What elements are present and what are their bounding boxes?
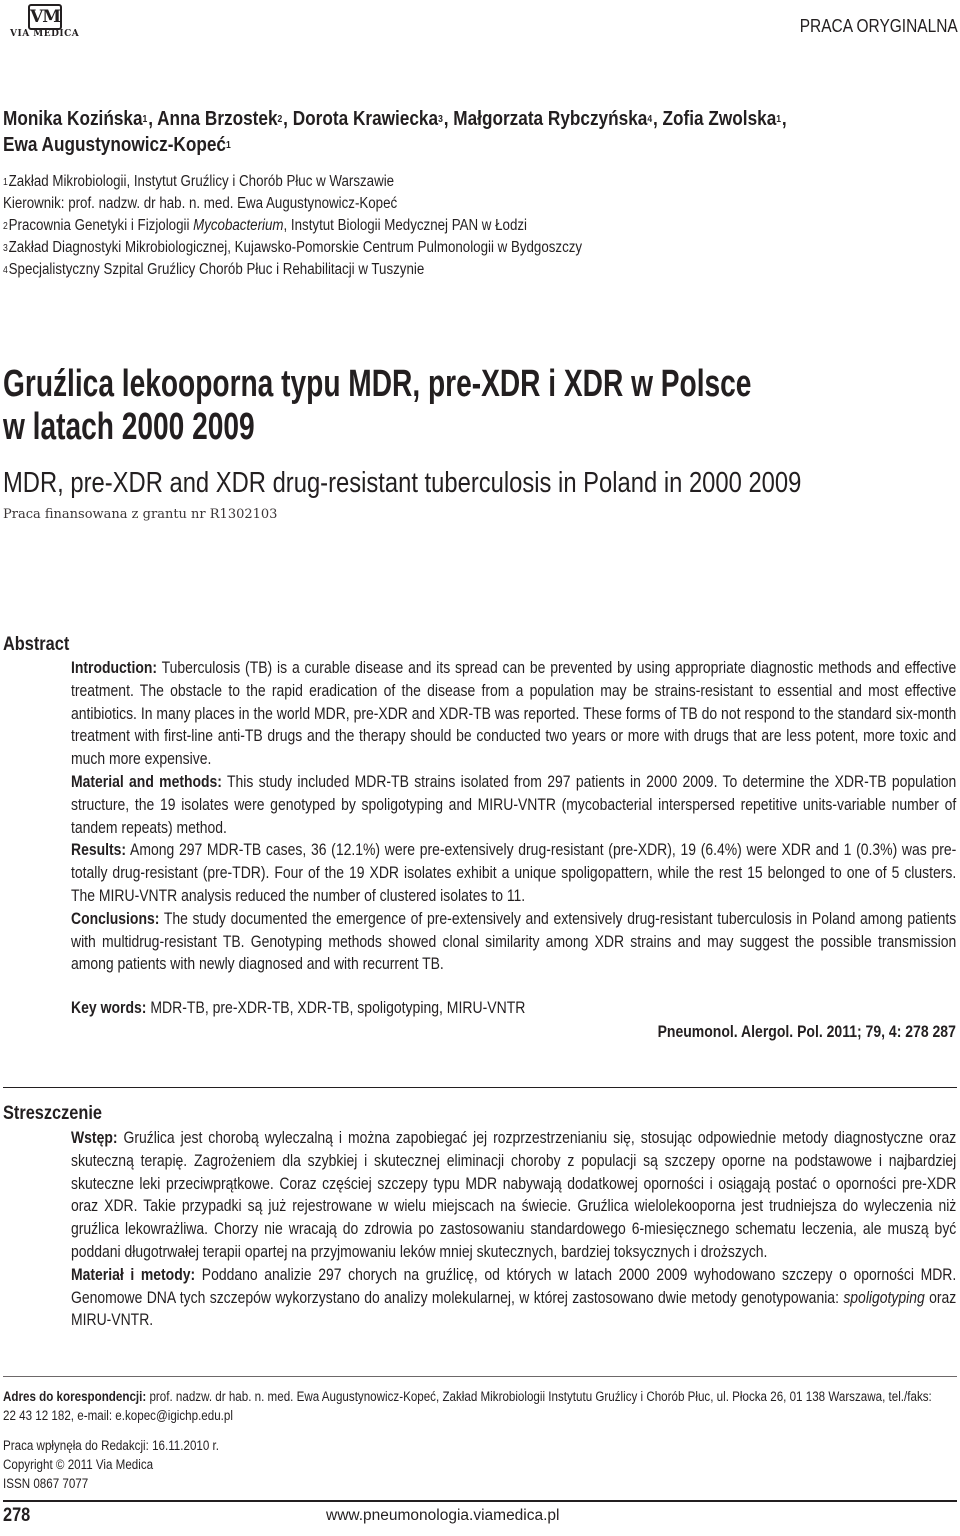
affiliation: $^2$Pracownia Genetyki i Fizjologii Mycobacterium, Instytut Biologii Medycznej PAN w Łodzi — [3, 217, 528, 234]
publisher-logo — [6, 4, 82, 38]
footer-divider — [3, 1500, 957, 1502]
streszczenie-wstep: Wstęp: Gruźlica jest chorobą wyleczalną i można zapobiegać jej rozprzestrzenianiu się, stosując odpowiednie metody diagnostyczne oraz skuteczną terapię. Zagrożeniem dla szybkiej i skutecznej eliminacji choroby z populacji są szczepy oporne na podstawowe i najbardziej skuteczne leki przeciwprątkowe. Coraz częściej szczepy typu MDR nabywają dodatkowej oporności i osiągają postać o oporności pre-XDR oraz XDR. Takie przypadki są już rejestrowane w wielu miejscach na świecie. Gruźlica wielolekooporna jest trudniejsza do wyleczenia niż gruźlica lekowrażliwa. Chorzy nie wracają do zdrowia po zastosowaniu standardowego 6-miesięcznego schematu leczenia, ale muszą być poddani długotrwałej terapii opartej na przyjmowaniu leków mniej skutecznych, bardziej toksycznych i droższych. — [71, 1129, 957, 1261]
author-list — [3, 106, 787, 158]
abstract-methods: Material and methods: This study included MDR-TB strains isolated from 297 patients in 2000 2009. To determine the XDR-TB population structure, the 19 isolates were genotyped by spoligotyping and MIRU-VNTR (mycobacterial interspersed repetitive units-variable number of tandem repeats) method. — [71, 772, 957, 837]
affiliation: $^3$Zakład Diagnostyki Mikrobiologicznej, Kujawsko-Pomorskie Centrum Pulmonologii w Bydgoszczy — [3, 239, 583, 256]
author: Anna Brzostek$^2$ — [157, 108, 283, 130]
abstract-body — [71, 657, 956, 976]
streszczenie-metody: Materiał i metody: Poddano analizie 297 chorych na gruźlicę, od których w latach 2000 2009 wyhodowano szczepy o oporności MDR. Genomowe DNA tych szczepów wykorzystano do analizy molekularnej, w której zastosowano dwie metody genotypowania: spoligotyping oraz MIRU-VNTR. — [71, 1265, 957, 1330]
page-number: 278 — [3, 1505, 31, 1526]
streszczenie-body — [71, 1127, 956, 1332]
copyright-note: Copyright © 2011 Via Medica — [3, 1457, 154, 1472]
abstract-heading: Abstract — [3, 634, 70, 655]
article-title-en: MDR, pre-XDR and XDR drug-resistant tuberculosis in Poland in 2000 2009 — [3, 467, 802, 499]
author: Monika Kozińska$^1$ — [3, 108, 148, 130]
author: Ewa Augustynowicz-Kopeć$^1$ — [3, 134, 231, 156]
logo-mark: VM — [28, 4, 62, 30]
affiliation: $^4$Specjalistyczny Szpital Gruźlicy Chorób Płuc i Rehabilitacji w Tuszynie — [3, 261, 425, 278]
article-title-pl: Gruźlica lekooporna typu MDR, pre-XDR i XDR w Polsce w latach 2000 2009 — [3, 363, 752, 448]
abstract-conclusions: Conclusions: The study documented the emergence of pre-extensively and extensively drug-resistant tuberculosis in Poland among patients with multidrug-resistant TB. Genotyping methods showed clonal similarity among XDR strains and may suggest the possible transmission among patients with newly diagnosed and with recurrent TB. — [71, 909, 957, 974]
journal-citation: Pneumonol. Alergol. Pol. 2011; 79, 4: 278 287 — [657, 1023, 956, 1041]
section-divider — [3, 1087, 957, 1088]
author-line-2 — [3, 132, 787, 158]
correspondence-address: Adres do korespondencji: prof. nadzw. dr hab. n. med. Ewa Augustynowicz-Kopeć, Zakład Mikrobiologii Instytutu Gruźlicy i Chorób Płuc, ul. Płocka 26, 01 138 Warszawa, tel./faks: 22 43 12 182, e-mail: e.kopec@igichp.edu.pl — [3, 1389, 932, 1423]
abstract-introduction: Introduction: Tuberculosis (TB) is a curable disease and its spread can be prevented by using appropriate diagnostic methods and effective treatment. The obstacle to the rapid eradication of the disease from a population may be strains-resistant to essential and most effective antibiotics. In many places in the world MDR, pre-XDR and XDR-TB was reported. These forms of TB do not respond to the standard six-month treatment with first-line anti-TB drugs and the therapy should be conducted two years or more with drugs that are less potent, more toxic and much more expensive. — [71, 659, 957, 769]
author: Zofia Zwolska$^1$ — [662, 108, 782, 130]
affiliation: $^1$Zakład Mikrobiologii, Instytut Gruźlicy i Chorób Płuc w Warszawie — [3, 173, 395, 190]
journal-website: www.pneumonologia.viamedica.pl — [326, 1507, 560, 1524]
grant-note: Praca finansowana z grantu nr R1302103 — [3, 507, 278, 522]
author-line-1: Monika Kozińska$^1$, Anna Brzostek$^2$, Dorota Krawiecka$^3$, Małgorzata Rybczyńska$^4$, Zofia Zwolska$^1$, — [3, 108, 787, 130]
issn: ISSN 0867 7077 — [3, 1476, 89, 1491]
streszczenie-heading: Streszczenie — [3, 1103, 103, 1124]
received-date: Praca wpłynęła do Redakcji: 16.11.2010 r. — [3, 1438, 219, 1453]
footnote-divider — [3, 1376, 957, 1377]
author: Małgorzata Rybczyńska$^4$ — [453, 108, 653, 130]
affiliation-head: Kierownik: prof. nadzw. dr hab. n. med. Ewa Augustynowicz-Kopeć — [3, 195, 398, 212]
author: Dorota Krawiecka$^3$ — [292, 108, 443, 130]
logo-wordmark: VIA MEDICA — [10, 29, 80, 39]
keywords: Key words: MDR-TB, pre-XDR-TB, XDR-TB, spoligotyping, MIRU-VNTR — [71, 999, 526, 1017]
abstract-results: Results: Among 297 MDR-TB cases, 36 (12.1%) were pre-extensively drug-resistant (pre-XDR), 19 (6.4%) were XDR and 1 (0.3%) was pre-totally drug-resistant (pre-TDR). Four of the 19 XDR isolates exhibit a unique spoligopattern, while the rest 15 belonged to one of 5 clusters. The MIRU-VNTR analysis reduced the number of clustered isolates to 11. — [71, 841, 957, 905]
article-type-label: PRACA ORYGINALNA — [799, 16, 958, 36]
